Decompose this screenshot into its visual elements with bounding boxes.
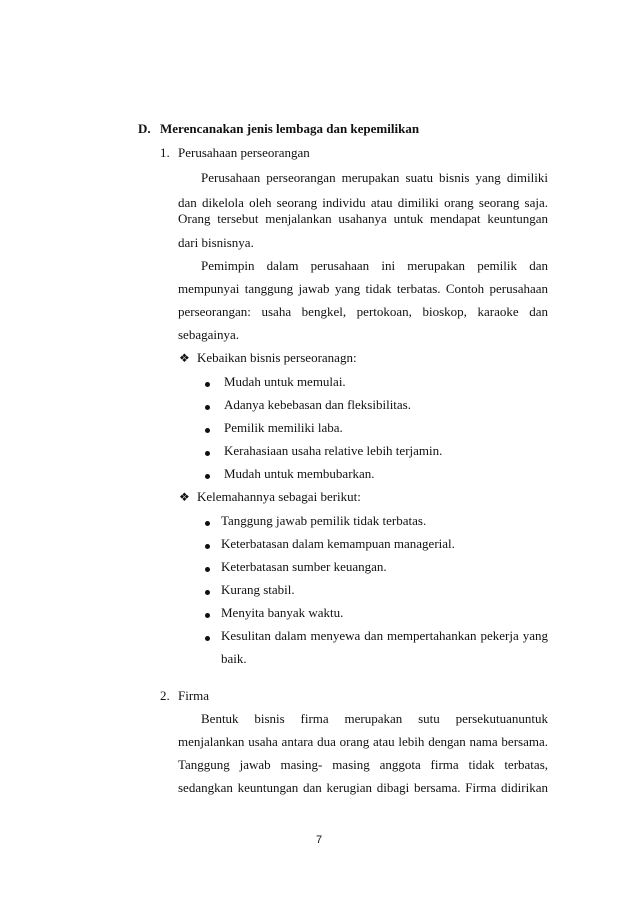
item2-para1-line4: sedangkan keuntungan dan kerugian dibagi bersama. Firma didirikan	[178, 780, 548, 795]
bullet-icon	[205, 537, 210, 553]
item1-number: 1.	[160, 145, 170, 160]
bullet-icon	[205, 629, 210, 645]
disadvantage-item: Keterbatasan sumber keuangan.	[221, 559, 387, 574]
item1-para2-line2: mempunyai tanggung jawab yang tidak terbatas. Contoh perusahaan	[178, 281, 548, 296]
bullet-icon	[205, 375, 210, 391]
item1-para1-line4: dari bisnisnya.	[178, 235, 254, 250]
section-title: Merencanakan jenis lembaga dan kepemilikan	[160, 121, 420, 136]
section-label: D.	[138, 121, 151, 136]
item1-para1-line2: dan dikelola oleh seorang individu atau dimiliki orang seorang saja.	[178, 195, 548, 210]
item2-number: 2.	[160, 688, 170, 703]
item1-para2-line3: perseorangan: usaha bengkel, pertokoan, bioskop, karaoke dan	[178, 304, 548, 319]
disadvantage-item: Keterbatasan dalam kemampuan managerial.	[221, 536, 455, 551]
bullet-icon	[205, 467, 210, 483]
item2-title: Firma	[178, 688, 210, 703]
advantages-heading: Kebaikan bisnis perseoranagn:	[197, 350, 357, 365]
disadvantage-item: Tanggung jawab pemilik tidak terbatas.	[221, 513, 427, 528]
advantage-item: Pemilik memiliki laba.	[224, 420, 343, 435]
advantage-item: Mudah untuk memulai.	[224, 374, 346, 389]
item2-para1-line3: Tanggung jawab masing- masing anggota firma tidak terbatas,	[178, 757, 548, 772]
item1-para2-line1: Pemimpin dalam perusahaan ini merupakan pemilik dan	[201, 258, 548, 273]
disadvantages-heading: Kelemahannya sebagai berikut:	[197, 489, 361, 504]
diamond-bullet-icon: ❖	[179, 490, 190, 504]
bullet-icon	[205, 444, 210, 460]
disadvantage-item: Kurang stabil.	[221, 582, 295, 597]
item1-para1-line3: Orang tersebut menjalankan usahanya untuk mendapat keuntungan	[178, 211, 548, 226]
advantage-item: Kerahasiaan usaha relative lebih terjamin.	[224, 443, 443, 458]
disadvantage-item: Menyita banyak waktu.	[221, 605, 344, 620]
disadvantage-item-continuation: baik.	[221, 651, 247, 666]
item2-para1-line1: Bentuk bisnis firma merupakan sutu persekutuanuntuk	[201, 711, 548, 726]
item1-title: Perusahaan perseorangan	[178, 145, 310, 160]
advantage-item: Adanya kebebasan dan fleksibilitas.	[224, 397, 411, 412]
bullet-icon	[205, 421, 210, 437]
item1-para2-line4: sebagainya.	[178, 327, 240, 342]
page-number: 7	[315, 834, 323, 846]
advantage-item: Mudah untuk membubarkan.	[224, 466, 375, 481]
item2-para1-line2: menjalankan usaha antara dua orang atau lebih dengan nama bersama.	[178, 734, 548, 749]
disadvantage-item: Kesulitan dalam menyewa dan mempertahankan pekerja yang	[221, 628, 548, 643]
bullet-icon	[205, 606, 210, 622]
diamond-bullet-icon: ❖	[179, 351, 190, 365]
bullet-icon	[205, 398, 210, 414]
item1-para1-line1: Perusahaan perseorangan merupakan suatu bisnis yang dimiliki	[201, 170, 548, 185]
bullet-icon	[205, 583, 210, 599]
bullet-icon	[205, 560, 210, 576]
bullet-icon	[205, 514, 210, 530]
